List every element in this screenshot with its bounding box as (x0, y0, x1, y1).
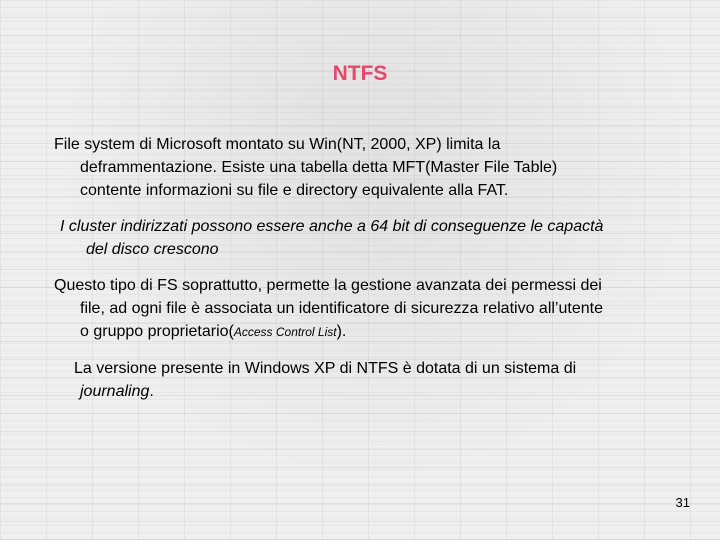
p1-line-2: deframmentazione. Esiste una tabella detta MFT(Master File Table) (80, 159, 558, 176)
p4-line-1: La versione presente in Windows XP di NTFS è dotata di un sistema di (74, 360, 577, 377)
page-number: 31 (675, 495, 690, 510)
p3-line-3-suffix: ). (336, 323, 347, 340)
slide-title: NTFS (332, 62, 388, 85)
journaling-term: journaling (80, 383, 150, 400)
p3-line-2: file, ad ogni file è associata un identificatore di sicurezza relativo all’utente (80, 300, 603, 317)
p3-line-3 (54, 320, 694, 344)
p2-line-1: I cluster indirizzati possono essere anche a 64 bit di conseguenze le capactà (60, 218, 604, 235)
acl-term: Access Control List (233, 325, 337, 339)
paragraph-ntfs-intro (54, 133, 654, 202)
paragraph-journaling (74, 357, 674, 403)
p3-line-3-prefix: o gruppo proprietario( (80, 323, 234, 340)
paragraph-cluster-64bit (60, 215, 680, 261)
p4-line-2 (74, 380, 674, 403)
p3-line-1: Questo tipo di FS soprattutto, permette la gestione avanzata dei permessi dei (54, 277, 602, 294)
p2-line-2: del disco crescono (86, 241, 219, 258)
paragraph-permissions (54, 274, 694, 344)
p1-line-3: contente informazioni su file e directory equivalente alla FAT. (80, 182, 509, 199)
p1-line-1: File system di Microsoft montato su Win(NT, 2000, XP) limita la (54, 136, 501, 153)
p4-line-2-suffix: . (149, 383, 154, 400)
